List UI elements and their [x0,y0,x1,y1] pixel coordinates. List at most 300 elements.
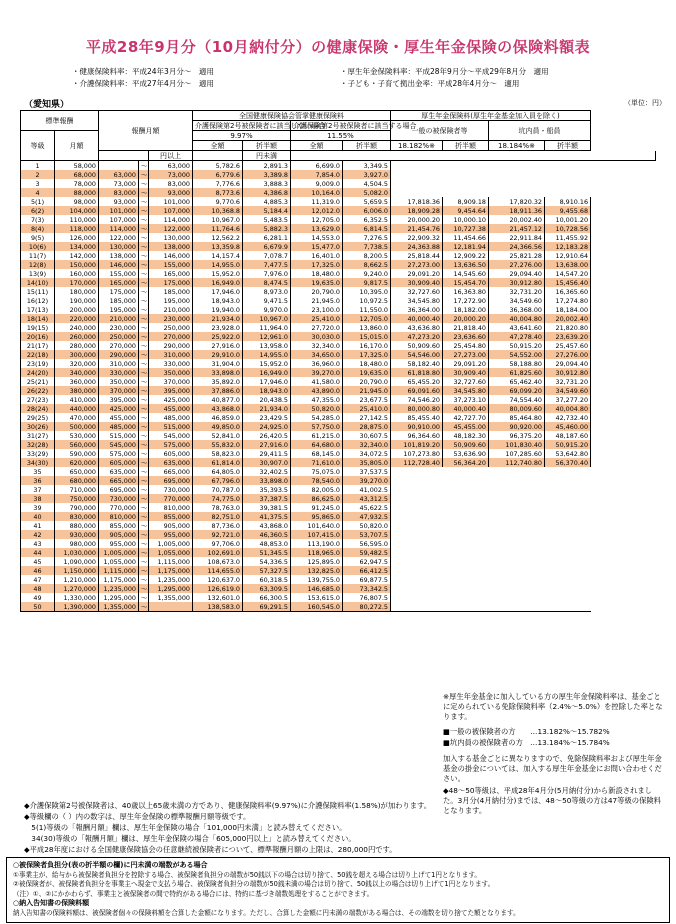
table-cell: 16,365.60 [545,287,591,296]
table-cell [545,161,591,171]
table-cell: 3 [21,179,55,188]
table-cell: 30,909.40 [443,368,489,377]
table-cell: 2 [21,170,55,179]
table-cell: 46 [21,566,55,575]
table-cell [391,170,443,179]
with-care-header: 介護保険第2号被保険者に該当する場合 [291,121,391,131]
table-cell: 24,363.88 [391,242,443,251]
table-cell [545,575,591,584]
from-header: 円以上 [149,151,193,161]
grade-header: 標準報酬 [21,111,99,131]
table-cell [489,548,545,557]
table-cell: 575,000 [99,449,139,458]
table-cell: 30,912.80 [489,278,545,287]
table-cell: ～ [139,287,149,296]
table-cell [489,467,545,476]
table-cell: 33(29) [21,449,55,458]
table-cell: 955,000 [149,530,193,539]
table-cell: 33,898.0 [193,368,243,377]
table-cell [443,521,489,530]
table-cell: 96,364.60 [391,431,443,440]
table-cell: 190,000 [55,296,99,305]
table-cell: 74,554.40 [489,395,545,404]
table-cell: 1 [21,161,55,171]
table-cell: 7,776.6 [193,179,243,188]
table-row [21,242,656,251]
table-cell: 26(22) [21,386,55,395]
table-cell: 18(14) [21,314,55,323]
table-cell: 27,916.0 [243,440,291,449]
table-cell: 40,004.80 [545,404,591,413]
table-cell: 15,456.40 [545,278,591,287]
table-cell: 20,790.0 [343,377,391,386]
table-cell: 5,659.5 [343,197,391,206]
table-cell: 17,818.36 [391,197,443,206]
table-cell: 73,000 [99,179,139,188]
table-cell: 8,910.16 [545,197,591,206]
table-cell: 34,549.60 [489,296,545,305]
table-cell: 65,455.20 [391,377,443,386]
table-cell: 25(21) [21,377,55,386]
table-cell: 695,000 [149,476,193,485]
table-cell: 48,187.60 [545,431,591,440]
table-cell: 27,142.5 [343,413,391,422]
table-cell: 260,000 [55,332,99,341]
table-cell: 485,000 [149,413,193,422]
table-row [21,485,656,494]
table-cell: 142,000 [55,251,99,260]
table-cell: 1,235,000 [149,575,193,584]
table-cell [391,530,443,539]
table-cell: 134,000 [55,242,99,251]
full-header: 全額 [291,141,343,151]
table-cell: 350,000 [99,377,139,386]
table-cell: 27,273.00 [443,350,489,359]
table-row [21,404,656,413]
table-cell: 530,000 [55,431,99,440]
table-cell: ～ [139,431,149,440]
table-cell: 32,402.5 [243,467,291,476]
rounding-text-2: ②被保険者が、被保険者負担分を事業主へ現金で支払う場合、被保険者負担分の端数が50銭未満の場合は切り捨て、50銭以上の場合は切り上げて1円となります。 [13,880,495,888]
table-cell: ～ [139,215,149,224]
monthly-col-header: 月額 [55,131,99,161]
prefecture-label: （愛知県） [24,100,70,110]
table-cell: 120,637.0 [193,575,243,584]
table-cell: 635,000 [99,467,139,476]
table-cell: ～ [139,332,149,341]
table-cell: 27,276.00 [545,350,591,359]
table-cell: 69,099.20 [489,386,545,395]
table-cell: 22,911.84 [489,233,545,242]
health-rate-note: ・健康保険料率：平成24年3月分～ 適用 [72,67,214,76]
table-cell [443,161,489,171]
table-cell: 21,820.80 [545,323,591,332]
table-cell: 118,965.0 [291,548,343,557]
table-cell: 8,662.5 [343,260,391,269]
table-cell: 25,818.44 [391,251,443,260]
table-cell [545,593,591,602]
table-cell: 83,000 [99,188,139,197]
table-row [21,449,656,458]
table-cell: 55,832.0 [193,440,243,449]
table-cell [545,485,591,494]
page-title: 平成28年9月分（10月納付分）の健康保険・厚生年金保険の保険料額表 [85,38,591,56]
table-cell: 19,635.0 [343,368,391,377]
table-cell: 27,720.0 [291,323,343,332]
table-cell: 92,721.0 [193,530,243,539]
rate3-header: 18.182%※ [391,141,443,151]
table-cell [391,485,443,494]
table-cell: 5,082.0 [343,188,391,197]
table-cell: 5,882.3 [243,224,291,233]
table-cell: 14,547.20 [545,269,591,278]
table-cell: 68,145.0 [291,449,343,458]
table-cell: 52,841.0 [193,431,243,440]
table-cell: 18,909.28 [391,206,443,215]
table-cell: 18,943.0 [243,386,291,395]
table-cell: 37,537.5 [343,467,391,476]
table-cell: 50,820.0 [343,521,391,530]
table-cell: 25,922.0 [193,332,243,341]
table-cell: 14,157.4 [193,251,243,260]
table-cell: ～ [139,386,149,395]
table-cell: 47,355.0 [291,395,343,404]
table-cell: ～ [139,341,149,350]
table-cell: ～ [139,440,149,449]
table-cell: 130,000 [99,242,139,251]
table-cell: ～ [139,494,149,503]
table-cell: 83,000 [149,179,193,188]
table-cell: 43,868.0 [193,404,243,413]
table-cell [443,485,489,494]
table-cell [391,476,443,485]
table-cell: 1,055,000 [99,557,139,566]
table-cell: 42,727.70 [443,413,489,422]
table-cell: 66,300.5 [243,593,291,602]
table-cell: 17,946.0 [243,377,291,386]
table-cell: 790,000 [55,503,99,512]
table-row [21,323,656,332]
table-cell: 34,545.80 [391,296,443,305]
table-cell: 10,368.8 [193,206,243,215]
table-cell [443,548,489,557]
table-cell: 43,636.80 [391,323,443,332]
table-cell: 20,790.0 [291,287,343,296]
table-cell: 70,787.0 [193,485,243,494]
table-cell: 395,000 [99,395,139,404]
table-cell: 9(5) [21,233,55,242]
table-cell: 34(30) [21,458,55,467]
table-cell: 48 [21,584,55,593]
table-cell: 65,462.40 [489,377,545,386]
table-cell: ～ [139,566,149,575]
table-cell: 88,000 [55,188,99,197]
table-cell: 64,680.0 [291,440,343,449]
table-cell: 59,482.5 [343,548,391,557]
table-cell: ～ [139,593,149,602]
table-cell: 25,821.28 [489,251,545,260]
table-cell: 27,273.00 [391,260,443,269]
table-cell: 45,622.5 [343,503,391,512]
table-cell: 86,625.0 [291,494,343,503]
table-cell: 15(11) [21,287,55,296]
table-cell: 43,641.60 [489,323,545,332]
table-cell: 195,000 [149,296,193,305]
table-cell [443,602,489,612]
table-cell [149,602,193,612]
table-cell: 31(27) [21,431,55,440]
table-cell: 175,000 [149,278,193,287]
table-cell: 1,210,000 [55,575,99,584]
table-cell: 19,635.0 [291,278,343,287]
half-header: 折半額 [443,141,489,151]
table-cell: 69,291.5 [243,602,291,612]
table-cell: 49 [21,593,55,602]
table-cell: 575,000 [149,440,193,449]
table-cell: ～ [139,422,149,431]
table-cell [545,188,591,197]
table-cell: 68,000 [55,170,99,179]
table-cell: 21(17) [21,341,55,350]
table-cell: 170,000 [55,278,99,287]
table-cell [391,602,443,612]
table-row [21,521,656,530]
table-cell: ～ [139,368,149,377]
table-cell: 98,000 [55,197,99,206]
table-cell: 10,000.10 [443,215,489,224]
table-row [21,467,656,476]
table-cell: 10,967.0 [193,215,243,224]
table-cell [489,584,545,593]
table-cell: 12,183.28 [545,242,591,251]
table-cell: 425,000 [99,404,139,413]
table-cell: 10(6) [21,242,55,251]
table-cell: 6,281.1 [243,233,291,242]
table-cell: 43,890.0 [291,386,343,395]
table-cell: 18,943.0 [193,296,243,305]
table-cell: 58,188.80 [489,359,545,368]
table-cell: 32,731.20 [489,287,545,296]
table-row [21,422,656,431]
table-cell: 47,273.20 [391,332,443,341]
notes-box [6,857,670,923]
table-cell: 1,175,000 [99,575,139,584]
table-cell: 710,000 [55,485,99,494]
table-cell [489,188,545,197]
table-cell [545,539,591,548]
table-cell: 114,655.0 [193,566,243,575]
table-cell [545,602,591,612]
table-cell: 1,330,000 [55,593,99,602]
table-row [21,503,656,512]
table-cell: 23,100.0 [291,305,343,314]
table-cell: ～ [139,476,149,485]
table-cell: 810,000 [149,503,193,512]
table-cell [545,494,591,503]
table-cell [391,557,443,566]
table-cell: 8,200.5 [343,251,391,260]
table-cell: 37,387.5 [243,494,291,503]
table-cell: 107,285.60 [489,449,545,458]
table-cell: 665,000 [99,476,139,485]
table-cell: 46,859.0 [193,413,243,422]
table-cell: 4 [21,188,55,197]
grade-48-50-note: ◆48～50等級は、平成28年4月分(5月納付分)から新設されました。3月分(4月納付分)までは、48～50等級の方は47等級の保険料となります。 [443,786,661,815]
table-cell: 185,000 [149,287,193,296]
table-cell: 78,763.0 [193,503,243,512]
table-cell: ～ [139,530,149,539]
table-cell: 770,000 [99,503,139,512]
table-cell: 12,910.64 [545,251,591,260]
table-cell: 21,934.0 [193,314,243,323]
table-cell: 35,393.5 [243,485,291,494]
table-cell: 22(18) [21,350,55,359]
table-row [21,386,656,395]
range-header: 報酬月額 [99,111,193,151]
table-cell: 155,000 [149,260,193,269]
table-cell: 13,860.0 [343,323,391,332]
table-cell: 1,390,000 [55,602,99,612]
tilde-spacer [193,151,243,161]
table-cell: 9,817.5 [343,278,391,287]
table-cell: ～ [139,305,149,314]
table-cell: 132,825.0 [291,566,343,575]
table-cell: ～ [139,188,149,197]
table-cell: 27(23) [21,395,55,404]
table-cell [443,575,489,584]
table-row [21,269,656,278]
header-spacer [291,151,656,161]
table-cell: 73,342.5 [343,584,391,593]
table-cell: 13,629.0 [291,224,343,233]
table-cell: 15,454.70 [443,278,489,287]
table-cell: 17,274.80 [545,296,591,305]
from-to-spacer [99,151,149,161]
table-cell: 82,751.0 [193,512,243,521]
table-cell: 2,891.3 [243,161,291,171]
table-cell: 6,352.5 [343,215,391,224]
table-cell: 6,679.9 [243,242,291,251]
table-cell: 36,368.00 [489,305,545,314]
table-cell: 85,455.40 [391,413,443,422]
table-cell: 8,909.18 [443,197,489,206]
table-cell: 5(1) [21,197,55,206]
grade-col-header: 等級 [21,131,55,161]
table-cell: 1,270,000 [55,584,99,593]
table-cell: 11,454.66 [443,233,489,242]
table-cell: 126,000 [55,233,99,242]
table-cell: 11(7) [21,251,55,260]
table-cell: 16,401.0 [291,251,343,260]
table-cell: 108,673.0 [193,557,243,566]
table-cell [489,476,545,485]
table-cell [545,557,591,566]
table-cell: 195,000 [99,305,139,314]
table-cell: ～ [139,350,149,359]
table-cell: 74,775.0 [193,494,243,503]
table-cell: ～ [139,485,149,494]
table-cell [489,512,545,521]
table-cell: 37 [21,485,55,494]
table-cell: 50,820.0 [291,404,343,413]
table-cell: 41,375.5 [243,512,291,521]
table-row [21,188,656,197]
table-cell: 40,004.80 [489,314,545,323]
table-row [21,431,656,440]
table-cell [489,557,545,566]
table-cell: 300,000 [55,350,99,359]
table-cell: 47,932.5 [343,512,391,521]
table-cell: 455,000 [149,404,193,413]
footnote-grade: ◆等級欄の（ ）内の数字は、厚生年金保険の標準報酬月額等級です。 [24,812,251,821]
table-cell [489,494,545,503]
table-cell: 635,000 [149,458,193,467]
table-cell [489,566,545,575]
table-cell: 78,540.0 [291,476,343,485]
table-cell: 20,000.20 [391,215,443,224]
table-row [21,377,656,386]
table-cell: 12,562.2 [193,233,243,242]
table-cell: 146,000 [149,251,193,260]
table-cell: 57,750.0 [291,422,343,431]
table-cell: 139,755.0 [291,575,343,584]
table-cell: 3,927.0 [343,170,391,179]
no-care-header: 介護保険第2号被保険者に該当しない場合 [193,121,291,131]
table-cell: 51,345.5 [243,548,291,557]
table-cell: ～ [139,404,149,413]
table-cell: 44 [21,548,55,557]
table-row [21,548,656,557]
table-cell: 8,773.6 [193,188,243,197]
table-cell: 330,000 [149,359,193,368]
table-cell [443,170,489,179]
table-cell: 96,375.20 [489,431,545,440]
table-cell: 50,909.60 [391,341,443,350]
table-row [21,215,656,224]
table-row [21,413,656,422]
table-cell: ～ [139,197,149,206]
notice-heading: ○納入告知書の保険料額 [13,899,90,907]
table-cell: 9,454.64 [443,206,489,215]
table-row [21,341,656,350]
pension-rate-note: ・厚生年金保険料率：平成28年9月分～平成29年8月分 適用 [340,67,549,76]
table-cell: 210,000 [149,305,193,314]
table-cell: 1,055,000 [149,548,193,557]
table-cell: 87,736.0 [193,521,243,530]
table-cell: 82,005.0 [291,485,343,494]
table-cell: 8,474.5 [243,278,291,287]
table-cell: ～ [139,233,149,242]
footnote-care: ◆介護保険第2号被保険者は、40歳以上65歳未満の方であり、健康保険料率(9.97%)に介護保険料率(1.58%)が加わります。 [24,801,432,810]
table-cell: 290,000 [99,350,139,359]
table-cell: 9,970.0 [243,305,291,314]
table-cell: 4,504.5 [343,179,391,188]
table-cell: 130,000 [149,233,193,242]
table-cell: 3,389.8 [243,170,291,179]
table-cell: 29(25) [21,413,55,422]
table-cell: 93,000 [99,197,139,206]
table-cell: 14,545.60 [443,269,489,278]
table-cell: 54,336.5 [243,557,291,566]
table-row [21,512,656,521]
table-cell: 13,638.00 [545,260,591,269]
general-header: 一般の被保険者等 [391,121,489,141]
table-cell: 85,464.80 [489,413,545,422]
table-cell: 107,415.0 [291,530,343,539]
fund-rate-mine: ■坑内員の被保険者の方 …13.184%～15.784% [443,738,610,747]
table-row [21,206,656,215]
table-cell: 955,000 [99,539,139,548]
